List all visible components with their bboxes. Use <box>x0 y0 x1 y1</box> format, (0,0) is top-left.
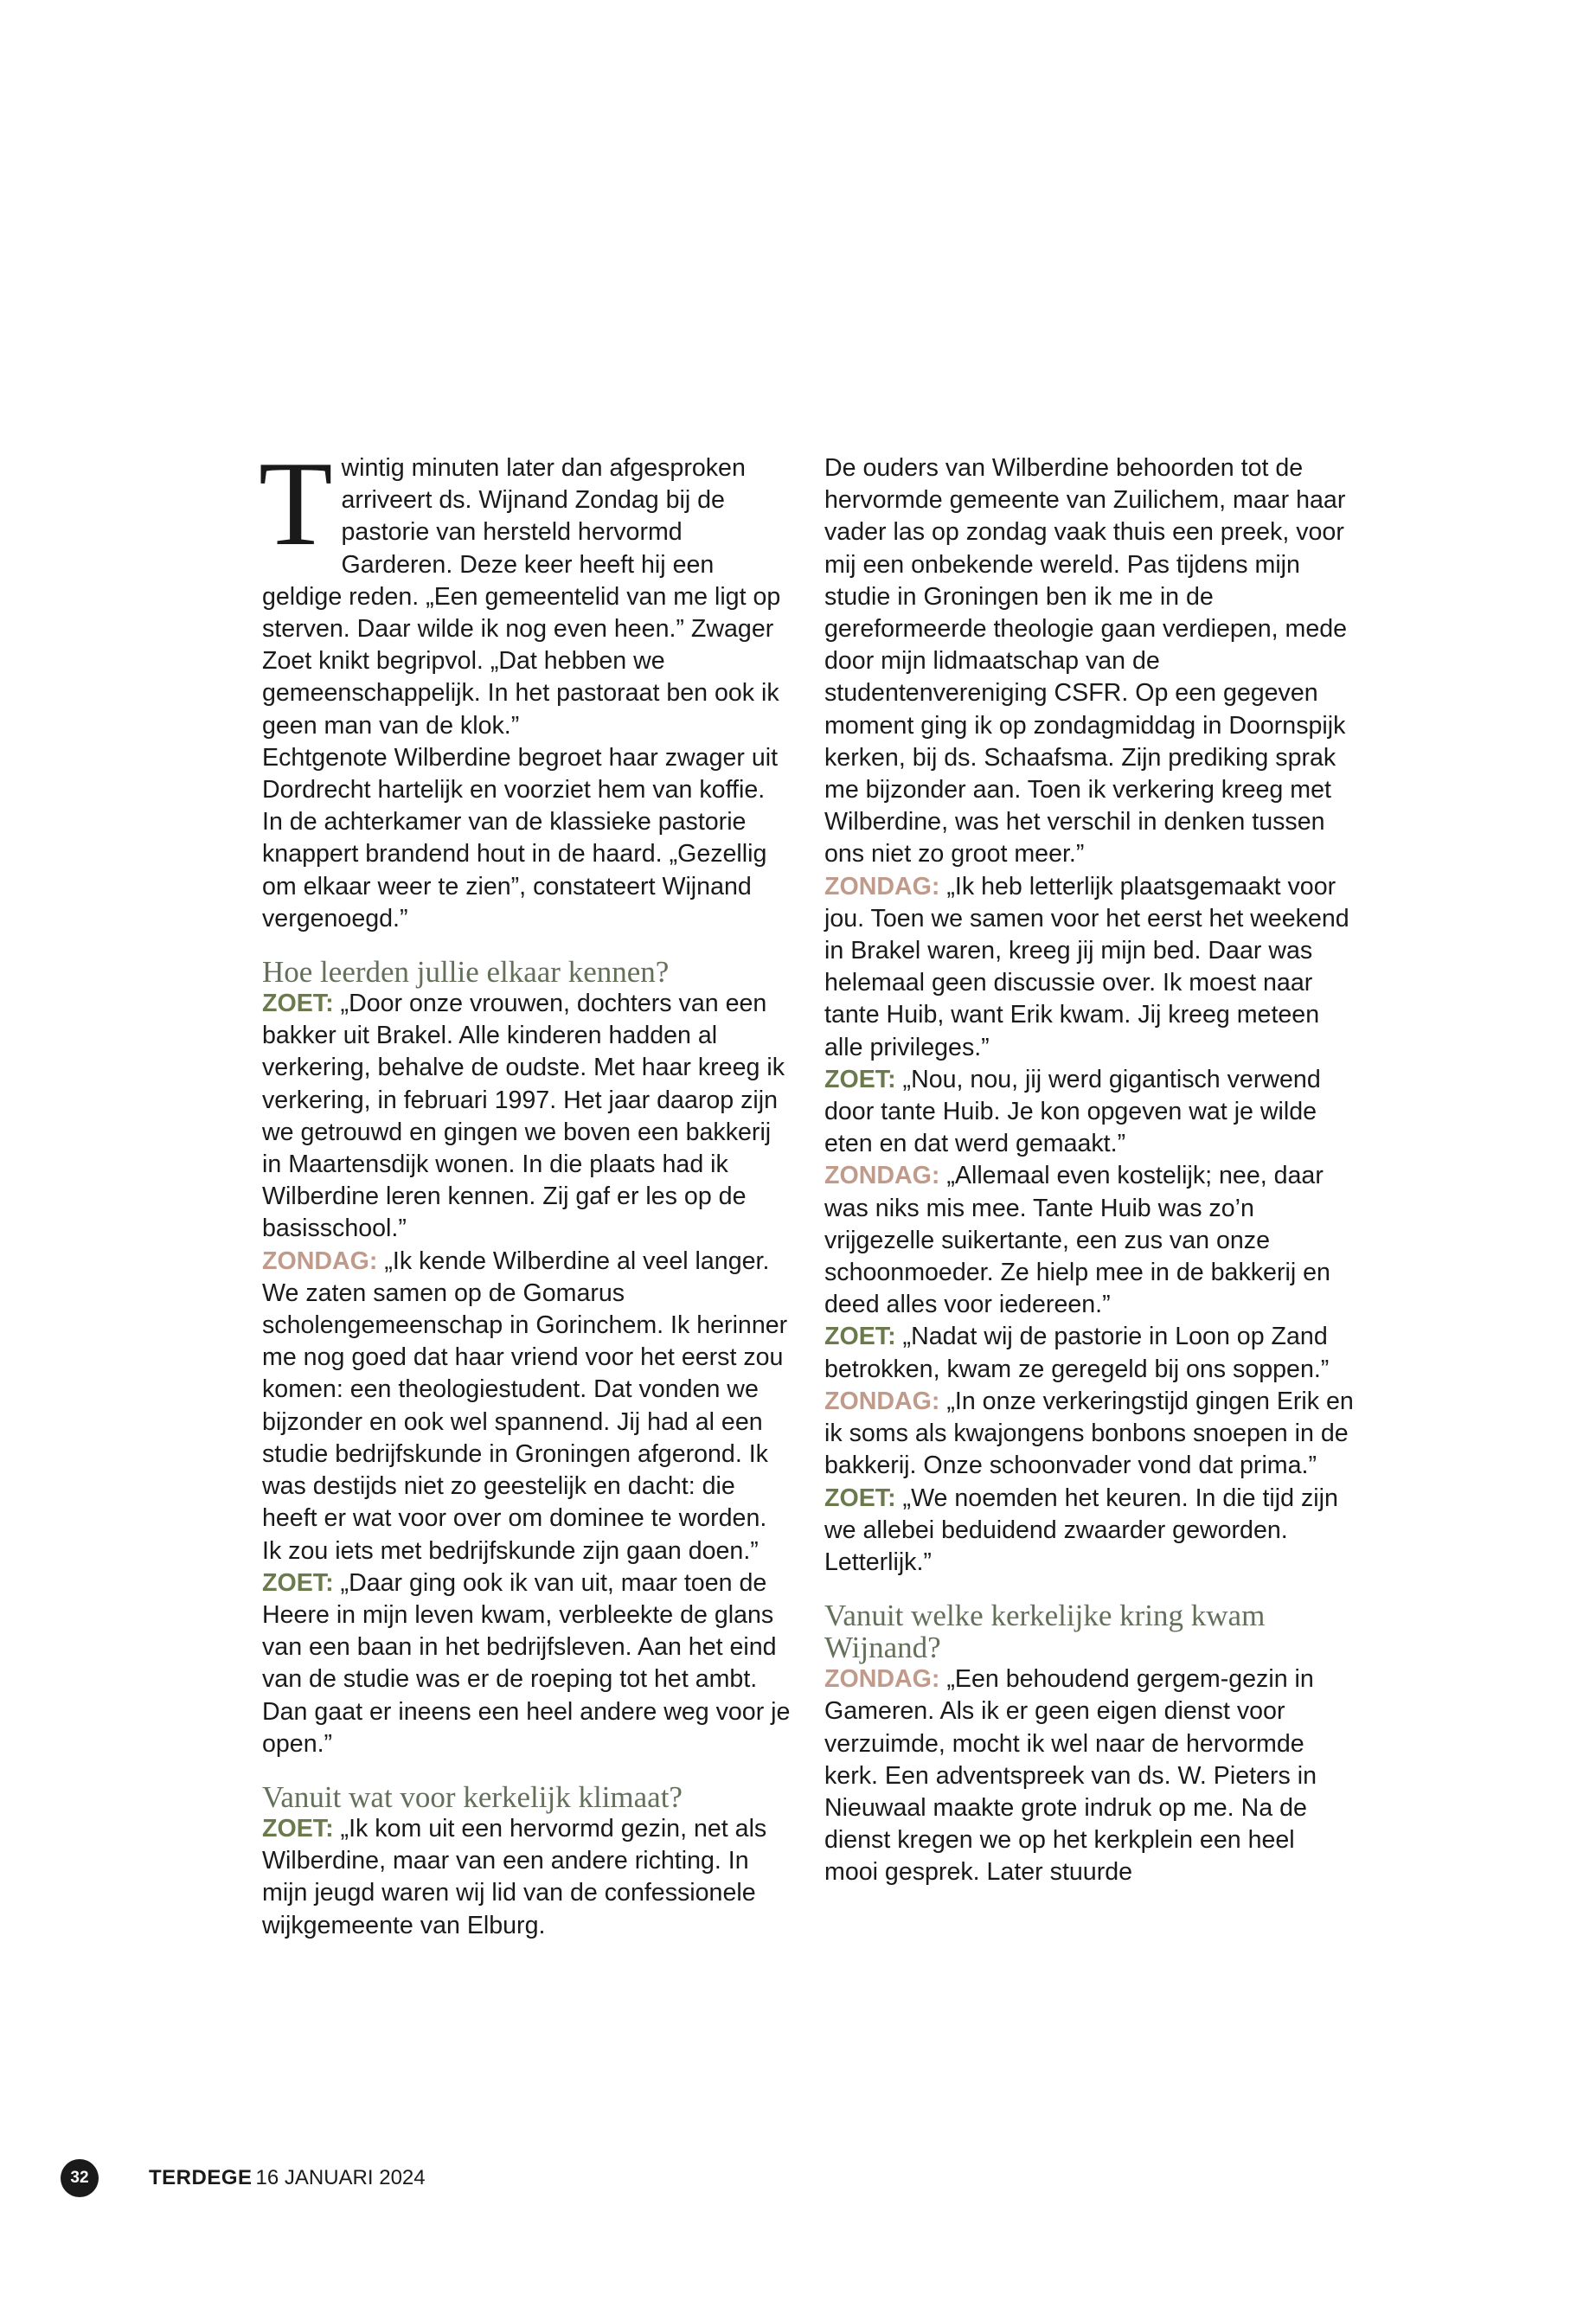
speaker-label: ZOET: <box>262 990 334 1018</box>
interview-answer <box>824 1483 1354 1580</box>
interview-answer <box>262 1567 792 1760</box>
interview-answer <box>262 1246 792 1567</box>
interview-answer <box>824 1663 1354 1888</box>
answer-text: „In onze verkeringstijd gingen Erik en ik soms als kwajongens bonbons snoepen in de bakkerij. Onze schoonvader vond dat prima.” <box>824 1387 1354 1480</box>
answer-text: „Een behoudend gergem-gezin in Gameren. Als ik er geen eigen dienst voor verzuimde, mocht ik wel naar de hervormde kerk. Een adventspreek van ds. W. Pieters in Nieuwaal maakte grote indruk op me. Na de dienst kregen we op het kerkplein een heel mooi gesprek. Later stuurde <box>824 1665 1317 1887</box>
answer-text: „We noemden het keuren. In die tijd zijn we allebei beduidend zwaarder geworden. Letterlijk.” <box>824 1484 1338 1576</box>
answer-text: „Ik heb letterlijk plaatsgemaakt voor jou. Toen we samen voor het eerst het weekend in Brakel waren, kreeg jij mijn bed. Daar was helemaal geen discussie over. Ik moest naar tante Huib, want Erik kwam. Jij kreeg meteen alle privileges.” <box>824 872 1349 1061</box>
speaker-label: ZONDAG: <box>824 1665 940 1694</box>
interview-answer <box>824 1160 1354 1321</box>
answer-text: „Ik kom uit een hervormd gezin, net als Wilberdine, maar van een andere richting. In mijn jeugd waren wij lid van de confessionele wijkgemeente van Elburg. <box>262 1814 767 1939</box>
speaker-label: ZOET: <box>824 1323 896 1351</box>
speaker-label: ZONDAG: <box>824 1162 940 1190</box>
speaker-label: ZOET: <box>824 1065 896 1093</box>
paragraph-text: wintig minuten later dan afgesproken arriveert ds. Wijnand Zondag bij de pastorie van hersteld hervormd Garderen. Deze keer heeft hij een geldige reden. „Een gemeentelid van me ligt op sterven. Daar wilde ik nog even heen.” Zwager Zoet knikt begripvol. „Dat hebben we gemeenschappelijk. In het pastoraat ben ook ik geen man van de klok.” <box>262 454 781 740</box>
speaker-label: ZONDAG: <box>262 1247 378 1275</box>
interview-answer <box>262 988 792 1246</box>
page-number-badge: 32 <box>61 2159 99 2197</box>
intro-paragraph <box>259 437 792 742</box>
interview-answer <box>262 1813 792 1942</box>
page-footer <box>61 2159 426 2197</box>
answer-text: „Nadat wij de pastorie in Loon op Zand betrokken, kwam ze geregeld bij ons soppen.” <box>824 1323 1330 1383</box>
article-column-left <box>259 437 792 1942</box>
answer-text: „Door onze vrouwen, dochters van een bakker uit Brakel. Alle kinderen hadden al verkering, behalve de oudste. Met haar kreeg ik verkering, in februari 1997. Het jaar daarop zijn we getrouwd en gingen we boven een bakkerij in Maartensdijk wonen. In die plaats had ik Wilberdine leren kennen. Zij gaf er les op de basisschool.” <box>262 990 785 1243</box>
magazine-name: TERDEGE <box>149 2166 253 2189</box>
speaker-label: ZOET: <box>262 1814 334 1843</box>
issue-date: 16 JANUARI 2024 <box>255 2166 426 2189</box>
interview-answer <box>824 871 1354 1064</box>
speaker-label: ZOET: <box>824 1484 896 1512</box>
answer-text: „Allemaal even kostelijk; nee, daar was niks mis mee. Tante Huib was zo’n vrijgezelle suikertante, een zus van onze schoonmoeder. Ze hielp mee in de bakkerij en deed alles voor iedereen.” <box>824 1162 1330 1319</box>
interview-answer <box>824 1386 1354 1483</box>
section-heading: Vanuit welke kerkelijke kring kwam Wijnand? <box>824 1599 1266 1665</box>
drop-cap: T <box>259 437 333 571</box>
section-heading: Hoe leerden jullie elkaar kennen? <box>262 955 670 990</box>
body-paragraph: De ouders van Wilberdine behoorden tot de hervormde gemeente van Zuilichem, maar haar vader las op zondag vaak thuis een preek, voor mij een onbekende wereld. Pas tijdens mijn studie in Groningen ben ik me in de gereformeerde theologie gaan verdiepen, mede door mijn lidmaatschap van de studentenvereniging CSFR. Op een gegeven moment ging ik op zondagmiddag in Doornspijk kerken, bij ds. Schaafsma. Zijn prediking sprak me bijzonder aan. Toen ik verkering kreeg met Wilberdine, was het verschil in denken tussen ons niet zo groot meer.” <box>824 454 1348 868</box>
answer-text: „Ik kende Wilberdine al veel langer. We zaten samen op de Gomarus scholengemeenschap in Gorinchem. Ik herinner me nog goed dat haar vriend voor het eerst zou komen: een theologiestudent. Dat vonden we bijzonder en ook wel spannend. Jij had al een studie bedrijfskunde in Groningen afgerond. Ik was destijds niet zo geestelijk en dacht: die heeft er wat voor over om dominee te worden. Ik zou iets met bedrijfskunde zijn gaan doen.” <box>262 1247 788 1565</box>
interview-answer <box>824 1321 1354 1385</box>
speaker-label: ZONDAG: <box>824 1387 940 1415</box>
body-paragraph: Echtgenote Wilberdine begroet haar zwager uit Dordrecht hartelijk en voorziet hem van koffie. In de achterkamer van de klassieke pastorie knappert brandend hout in de haard. „Gezellig om elkaar weer te zien”, constateert Wijnand vergenoegd.” <box>262 743 779 933</box>
section-heading: Vanuit wat voor kerkelijk klimaat? <box>262 1779 683 1814</box>
speaker-label: ZONDAG: <box>824 872 940 901</box>
answer-text: „Daar ging ook ik van uit, maar toen de Heere in mijn leven kwam, verbleekte de glans van een baan in het bedrijfsleven. Aan het eind van de studie was er de roeping tot het ambt. Dan gaat er ineens een heel andere weg voor je open.” <box>262 1568 791 1758</box>
article-column-right <box>824 452 1354 1889</box>
speaker-label: ZOET: <box>262 1568 334 1597</box>
interview-answer <box>824 1064 1354 1161</box>
answer-text: „Nou, nou, jij werd gigantisch verwend door tante Huib. Je kon opgeven wat je wilde eten en dat werd gemaakt.” <box>824 1065 1321 1158</box>
